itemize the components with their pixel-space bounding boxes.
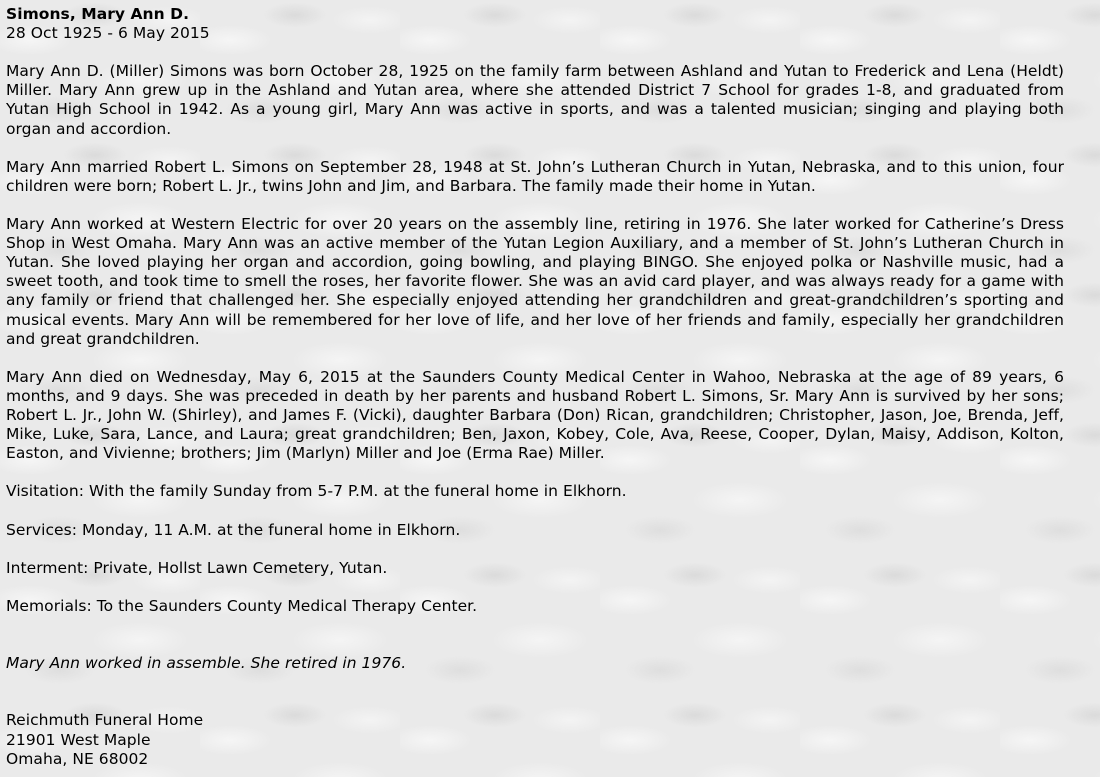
note-line: Mary Ann worked in assemble. She retired in 1976. (6, 654, 407, 673)
paragraph-birth: Mary Ann D. (Miller) Simons was born October 28, 1925 on the family farm between Ashland and Yutan to Frederick and Lena (Heldt) Miller. Mary Ann grew up in the Ashland and Yutan area, where she attended District 7 School for grades 1-8, and graduated from Yutan High School in 1942. As a young girl, Mary Ann was active in sports, and was a talented musician; singing and playing both organ and accordion. (6, 62, 1064, 138)
paragraph-marriage: Mary Ann married Robert L. Simons on September 28, 1948 at St. John’s Lutheran Church in Yutan, Nebraska, and to this union, four children were born; Robert L. Jr., twins John and Jim, and Barbara. The family made their home in Yutan. (6, 157, 1064, 195)
paragraph-career: Mary Ann worked at Western Electric for over 20 years on the assembly line, retiring in 1976. She later worked for Catherine’s Dress Shop in West Omaha. Mary Ann was an active member of the Yutan Legion Auxiliary, and a member of St. John’s Lutheran Church in Yutan. She loved playing her organ and accordion, going bowling, and playing BINGO. She enjoyed polka or Nashville music, had a sweet tooth, and took time to smell the roses, her favorite flower. She was an avid card player, and was always ready for a game with any family or friend that challenged her. She especially enjoyed attending her grandchildren and great-grandchildren’s sporting and musical events. Mary Ann will be remembered for her love of life, and her love of her friends and family, especially her grandchildren and great grandchildren. (6, 215, 1064, 348)
paragraph-death-survivors: Mary Ann died on Wednesday, May 6, 2015 at the Saunders County Medical Center in Wahoo, Nebraska at the age of 89 years, 6 months, and 9 days. She was preceded in death by her parents and husband Robert L. Simons, Sr. Mary Ann is survived by her sons; Robert L. Jr., John W. (Shirley), and James F. (Vicki), daughter Barbara (Don) Rican, grandchildren; Christopher, Jason, Joe, Brenda, Jeff, Mike, Luke, Sara, Lance, and Laura; great grandchildren; Ben, Jaxon, Kobey, Cole, Ava, Reese, Cooper, Dylan, Maisy, Addison, Kolton, Easton, and Vivienne; brothers; Jim (Marlyn) Miller and Joe (Erma Rae) Miller. (6, 367, 1064, 463)
funeral-home-street: 21901 West Maple (6, 730, 151, 749)
memorials-line: Memorials: To the Saunders County Medical Therapy Center. (6, 596, 478, 615)
obituary (6, 5, 1064, 769)
services-line: Services: Monday, 11 A.M. at the funeral home in Elkhorn. (6, 520, 461, 539)
funeral-home-name: Reichmuth Funeral Home (6, 711, 204, 730)
deceased-name: Simons, Mary Ann D. (6, 5, 190, 23)
interment-line: Interment: Private, Hollst Lawn Cemetery, Yutan. (6, 558, 388, 577)
visitation-line: Visitation: With the family Sunday from 5-7 P.M. at the funeral home in Elkhorn. (6, 482, 627, 501)
funeral-home-address (6, 711, 1064, 768)
funeral-home-city: Omaha, NE 68002 (6, 749, 149, 768)
life-dates: 28 Oct 1925 - 6 May 2015 (6, 24, 210, 43)
